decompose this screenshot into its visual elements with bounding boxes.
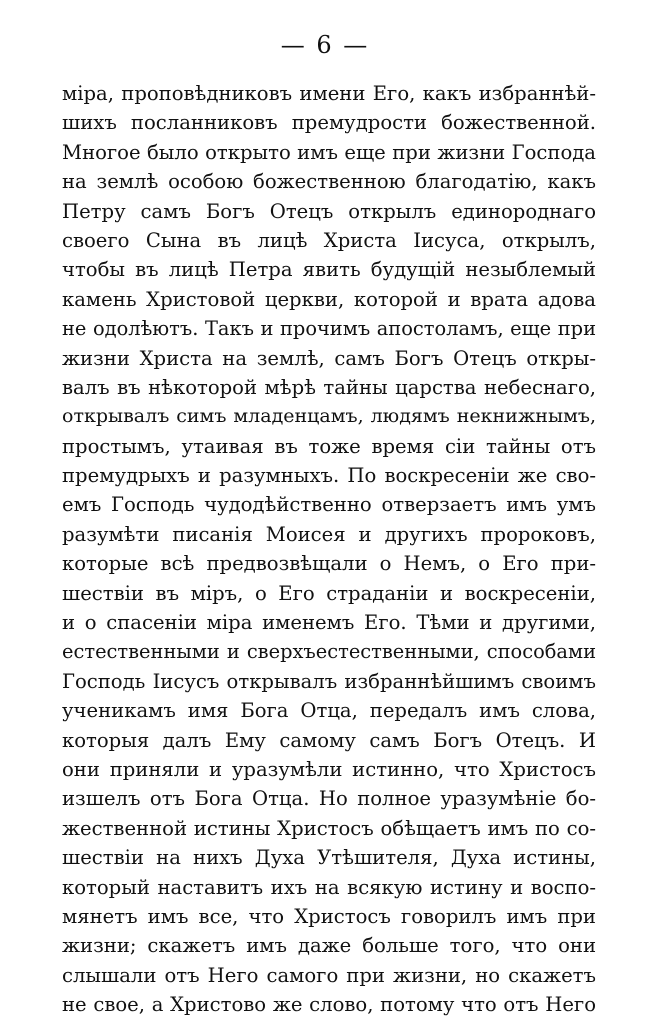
body-text bbox=[62, 79, 596, 1020]
text-line: своего Сына въ лицѣ Христа Іисуса, открылъ, bbox=[62, 228, 596, 252]
text-line: жественной истины Христосъ обѣщаетъ имъ по со- bbox=[62, 816, 596, 840]
text-line: они приняли и уразумѣли истинно, что Христосъ bbox=[62, 757, 596, 781]
text-line: не свое, а Христово же слово, потому что отъ Него bbox=[62, 993, 596, 1017]
text-line: открывалъ симъ младенцамъ, людямъ некнижнымъ, bbox=[62, 405, 596, 428]
text-line: которые всѣ предвозвѣщали о Немъ, о Его при- bbox=[62, 552, 596, 576]
text-line: жизни Христа на землѣ, самъ Богъ Отецъ откры- bbox=[62, 346, 596, 370]
text-line: естественными и сверхъестественными, способами bbox=[62, 640, 596, 664]
text-line: которыя далъ Ему самому самъ Богъ Отецъ. И bbox=[62, 728, 596, 752]
text-line: валъ въ нѣкоторой мѣрѣ тайны царства небеснаго, bbox=[62, 375, 596, 399]
text-line: камень Христовой церкви, которой и врата адова bbox=[62, 287, 596, 311]
text-line: слышали отъ Него самого при жизни, но скажетъ bbox=[62, 963, 596, 987]
text-line: емъ Господь чудодѣйственно отверзаетъ имъ умъ bbox=[62, 493, 596, 517]
text-line: Многое было открыто имъ еще при жизни Господа bbox=[62, 140, 596, 164]
text-line: Господь Іисусъ открывалъ избраннѣйшимъ своимъ bbox=[62, 669, 596, 693]
text-line: и о спасеніи міра именемъ Его. Тѣми и другими, bbox=[62, 611, 596, 635]
text-line: шихъ посланниковъ премудрости божественной. bbox=[62, 111, 596, 135]
text-line: шествіи въ міръ, о Его страданіи и воскресеніи, bbox=[62, 581, 596, 605]
text-line: простымъ, утаивая въ тоже время сіи тайны отъ bbox=[62, 434, 596, 458]
page-number: — 6 — bbox=[280, 31, 370, 59]
text-line: ученикамъ имя Бога Отца, передалъ имъ слова, bbox=[62, 699, 596, 723]
text-line: премудрыхъ и разумныхъ. По воскресеніи же сво- bbox=[62, 464, 596, 488]
text-line: на землѣ особою божественною благодатію, какъ bbox=[62, 170, 596, 194]
text-line: изшелъ отъ Бога Отца. Но полное уразумѣніе бо- bbox=[62, 787, 596, 811]
text-line: чтобы въ лицѣ Петра явить будущій незыблемый bbox=[62, 258, 596, 282]
text-line: мянетъ имъ все, что Христосъ говорилъ имъ при bbox=[62, 904, 596, 928]
text-line: не одолѣютъ. Такъ и прочимъ апостоламъ, еще при bbox=[62, 317, 596, 341]
text-line: міра, проповѣдниковъ имени Его, какъ избраннѣй- bbox=[62, 82, 596, 105]
text-line: который наставитъ ихъ на всякую истину и воспо- bbox=[62, 875, 596, 899]
text-line: шествіи на нихъ Духа Утѣшителя, Духа истины, bbox=[62, 846, 596, 870]
text-line: жизни; скажетъ имъ даже больше того, что они bbox=[62, 934, 596, 958]
text-line: разумѣти писанія Моисея и другихъ пророковъ, bbox=[62, 522, 596, 546]
text-line: Петру самъ Богъ Отецъ открылъ единороднаго bbox=[62, 199, 596, 223]
